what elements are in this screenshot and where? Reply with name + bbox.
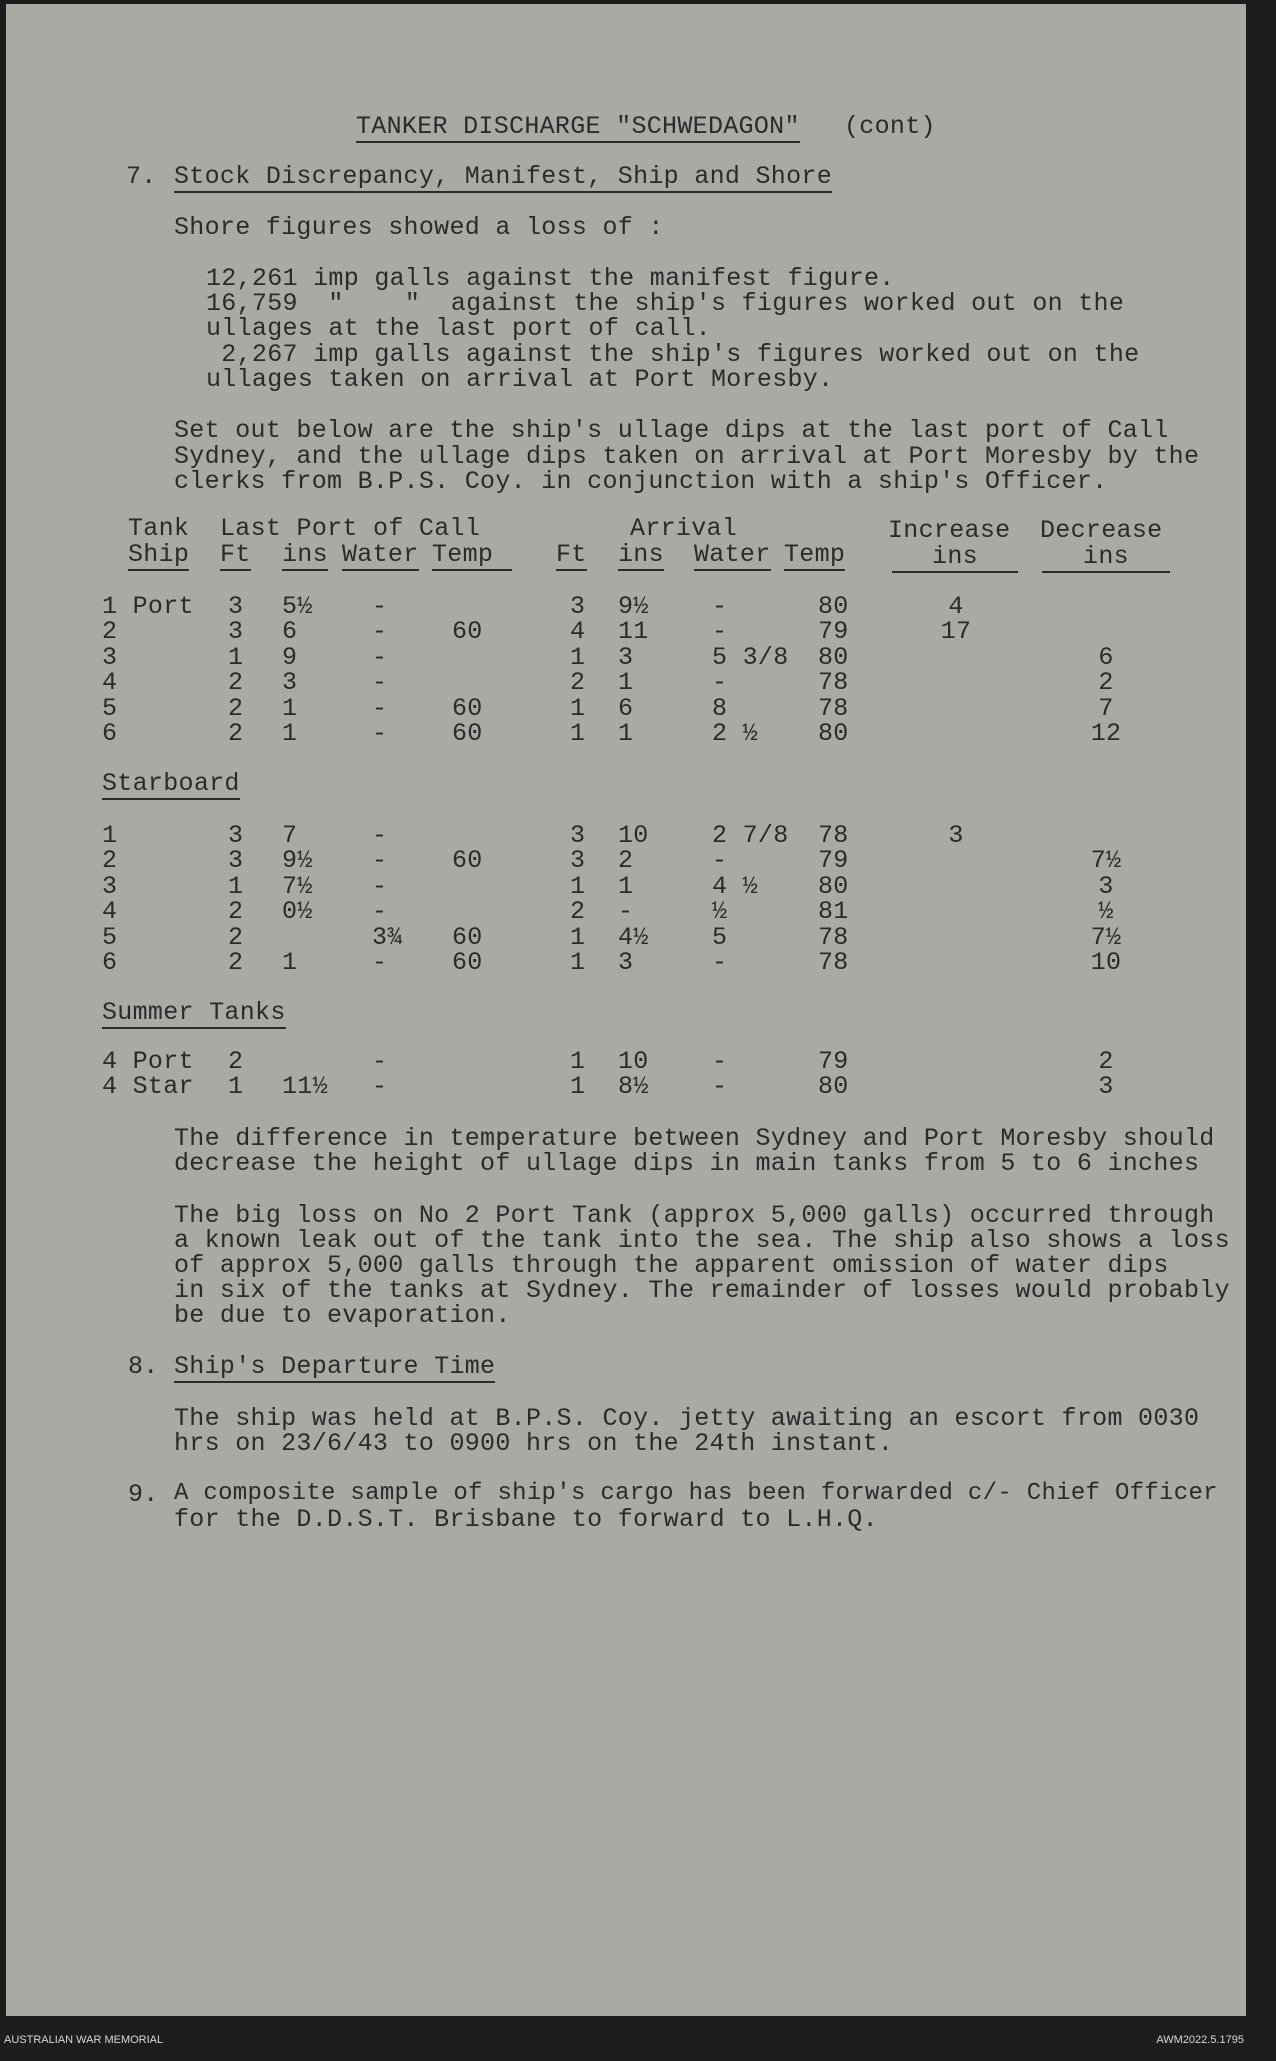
table-cell-ltemp: 60 [452,617,483,647]
table-cell-lwater: - [372,719,388,748]
table-cell-awater: 5 3/8 [712,642,789,672]
table-cell-inc: 4 [948,592,964,621]
table-cell-lwater: 3¾ [372,922,403,952]
table-cell-lins: 7 [282,821,298,850]
table-cell-lwater: - [372,1047,388,1076]
table-cell-ltemp: 60 [452,948,483,977]
table-cell-tank: 6 [102,948,118,977]
table-cell-lwater: - [372,668,388,698]
table-cell-dec: 7 [1098,693,1114,723]
table-cell-atemp: 80 [818,719,849,748]
footer-left: AUSTRALIAN WAR MEMORIAL [4,2034,164,2046]
table-cell-dec: 2 [1098,1047,1114,1076]
bigloss-line: be due to evaporation. [174,1301,511,1330]
section-9-number: 9. [128,1480,159,1509]
table-cell-ains: 3 [618,642,634,672]
table-cell-aft: 1 [570,922,586,952]
table-cell-atemp: 78 [818,922,849,952]
table-cell-aft: 1 [570,1047,586,1076]
table-cell-lft: 2 [228,1047,244,1076]
table-cell-dec: 3 [1098,1072,1114,1102]
table-cell-aft: 3 [570,592,586,621]
table-cell-ains: 6 [618,693,634,723]
table-cell-awater: - [712,617,728,647]
table-cell-ains: 9½ [618,592,649,621]
table-cell-atemp: 81 [818,897,849,927]
table-cell-tank: 2 [102,617,118,647]
table-cell-dec: 2 [1098,668,1114,698]
table-cell-atemp: 79 [818,846,849,876]
table-cell-lins: 9½ [282,846,313,876]
table-cell-tank: 3 [102,871,118,901]
table-cell-awater: - [712,1047,728,1076]
table-cell-awater: 8 [712,693,728,723]
table-cell-inc: 3 [948,821,964,850]
table-cell-lwater: - [372,642,388,672]
table-cell-ltemp: 60 [452,846,483,876]
table-cell-lft: 3 [228,592,244,621]
section-8-line: The ship was held at B.P.S. Coy. jetty awaiting an escort from 0030 [174,1404,1200,1433]
table-cell-lft: 2 [228,897,244,927]
table-cell-awater: - [712,592,728,621]
table-cell-lft: 2 [228,948,244,977]
table-cell-lft: 3 [228,846,244,876]
table-cell-dec: 7½ [1090,846,1122,876]
bigloss-line: of approx 5,000 galls through the apparent omission of water dips [174,1251,1169,1280]
table-cell-lins: 5½ [282,592,313,621]
table-cell-lft: 3 [228,617,244,647]
table-cell-aft: 3 [570,821,586,850]
table-cell-awater: - [712,948,728,977]
table-cell-dec: 12 [1090,719,1122,748]
table-cell-lwater: - [372,871,388,901]
table-cell-awater: 5 [712,922,728,952]
document-title: TANKER DISCHARGE "SCHWEDAGON" [356,112,800,141]
table-cell-aft: 1 [570,1072,586,1102]
header-increase: Increase [888,516,1011,545]
table-cell-lwater: - [372,1072,388,1102]
table-cell-dec: 3 [1098,871,1114,901]
bigloss-line: a known leak out of the tank into the sea. The ship also shows a loss [174,1226,1230,1255]
table-cell-lins: 7½ [282,871,313,901]
table-cell-lft: 3 [228,821,244,850]
summer-tanks-label: Summer Tanks [102,998,286,1027]
setout-line: Sydney, and the ullage dips taken on arrival at Port Moresby by the [174,442,1200,471]
table-cell-tank: 1 Port [102,592,194,621]
table-cell-awater: 4 ½ [712,871,758,901]
table-cell-tank: 5 [102,693,118,723]
table-cell-awater: ½ [712,897,728,927]
section-8-heading: Ship's Departure Time [174,1352,496,1381]
setout-line: Set out below are the ship's ullage dips at the last port of Call [174,416,1169,445]
table-cell-ains: - [618,897,634,927]
header-last-ft: Ft [220,540,251,569]
table-cell-awater: 2 7/8 [712,821,789,850]
table-cell-ains: 1 [618,668,634,698]
table-cell-tank: 3 [102,642,118,672]
table-cell-lwater: - [372,948,388,977]
header-arr-ft: Ft [556,540,587,569]
bigloss-line: The big loss on No 2 Port Tank (approx 5,000 galls) occurred through [174,1201,1215,1230]
header-last-ins: ins [282,540,328,569]
header-decrease-ins: ins [1042,544,1170,573]
table-cell-ltemp: 60 [452,693,483,723]
table-cell-tank: 4 [102,668,118,698]
table-cell-lwater: - [372,897,388,927]
header-ship: Ship [128,540,190,569]
table-cell-lft: 2 [228,922,244,952]
table-cell-ains: 4½ [618,922,649,952]
loss-line: 16,759 " " against the ship's figures worked out on the [206,289,1125,318]
bigloss-line: in six of the tanks at Sydney. The remainder of losses would probably [174,1276,1230,1305]
table-cell-atemp: 78 [818,693,849,723]
table-cell-lins: 1 [282,693,298,723]
header-increase-ins: ins [892,544,1018,573]
table-cell-lins: 9 [282,642,298,672]
document-page [6,4,1246,2016]
difference-line: decrease the height of ullage dips in main tanks from 5 to 6 inches [174,1149,1200,1178]
table-cell-lft: 1 [228,871,244,901]
table-cell-atemp: 78 [818,668,849,698]
table-cell-atemp: 80 [818,592,849,621]
section-7-heading: Stock Discrepancy, Manifest, Ship and Shore [174,162,833,191]
table-cell-tank: 4 Port [102,1047,194,1076]
table-cell-awater: - [712,846,728,876]
table-cell-inc: 17 [940,617,972,647]
table-cell-aft: 1 [570,719,586,748]
table-cell-aft: 2 [570,668,586,698]
table-cell-ltemp: 60 [452,719,483,748]
table-cell-aft: 1 [570,871,586,901]
table-cell-ains: 11 [618,617,649,647]
table-cell-ltemp: 60 [452,922,483,952]
table-cell-tank: 4 Star [102,1072,194,1102]
table-cell-dec: 6 [1098,642,1114,672]
table-cell-lins: 6 [282,617,298,647]
table-cell-aft: 2 [570,897,586,927]
table-cell-awater: 2 ½ [712,719,758,748]
table-cell-ains: 2 [618,846,634,876]
header-tank: Tank [128,514,190,543]
table-cell-ains: 10 [618,821,649,850]
table-cell-lft: 1 [228,642,244,672]
table-cell-lins: 1 [282,719,298,748]
table-cell-dec: 10 [1090,948,1122,977]
table-cell-ains: 3 [618,948,634,977]
section-8-number: 8. [128,1352,159,1381]
table-cell-atemp: 79 [818,617,849,647]
table-cell-atemp: 78 [818,821,849,850]
table-cell-aft: 4 [570,617,586,647]
table-cell-lwater: - [372,846,388,876]
table-cell-ains: 1 [618,719,634,748]
table-cell-lft: 2 [228,719,244,748]
table-cell-atemp: 80 [818,642,849,672]
table-cell-lft: 2 [228,693,244,723]
table-cell-ains: 1 [618,871,634,901]
loss-line: ullages at the last port of call. [206,314,711,343]
table-cell-atemp: 80 [818,1072,849,1102]
header-decrease: Decrease [1040,516,1163,545]
difference-line: The difference in temperature between Sydney and Port Moresby should [174,1124,1215,1153]
table-cell-tank: 5 [102,922,118,952]
table-cell-tank: 1 [102,821,118,850]
table-cell-aft: 1 [570,642,586,672]
setout-line: clerks from B.P.S. Coy. in conjunction with a ship's Officer. [174,467,1108,496]
header-arr-water: Water [694,540,771,569]
table-cell-lins: 11½ [282,1072,328,1102]
table-cell-lwater: - [372,617,388,647]
header-last-water: Water [342,540,419,569]
loss-line: ullages taken on arrival at Port Moresby. [206,365,834,394]
table-cell-aft: 1 [570,693,586,723]
table-cell-ains: 8½ [618,1072,649,1102]
table-cell-lft: 2 [228,668,244,698]
footer-right: AWM2022.5.1795 [1156,2034,1244,2046]
starboard-label: Starboard [102,769,240,798]
table-cell-awater: - [712,1072,728,1102]
header-arr-ins: ins [618,540,664,569]
header-arr-temp: Temp [784,540,846,569]
table-cell-lwater: - [372,592,388,621]
section-7-number: 7. [126,162,157,191]
section-7-intro: Shore figures showed a loss of : [174,213,664,242]
section-8-line: hrs on 23/6/43 to 0900 hrs on the 24th instant. [174,1429,894,1458]
loss-line: 2,267 imp galls against the ship's figures worked out on the [206,340,1140,369]
table-cell-awater: - [712,668,728,698]
table-cell-atemp: 80 [818,871,849,901]
table-cell-tank: 6 [102,719,118,748]
table-cell-tank: 2 [102,846,118,876]
title-continuation: (cont) [844,112,936,141]
table-cell-ains: 10 [618,1047,649,1076]
loss-line: 12,261 imp galls against the manifest figure. [206,264,895,293]
table-cell-lins: 3 [282,668,298,698]
header-last-port: Last Port of Call [220,514,481,543]
section-9-line: for the D.D.S.T. Brisbane to forward to L.H.Q. [174,1505,878,1534]
table-cell-aft: 1 [570,948,586,977]
table-cell-aft: 3 [570,846,586,876]
table-cell-dec: ½ [1098,897,1114,927]
table-cell-lins: 0½ [282,897,313,927]
table-cell-dec: 7½ [1090,922,1122,952]
table-cell-lins: 1 [282,948,298,977]
table-cell-tank: 4 [102,897,118,927]
section-9-line: A composite sample of ship's cargo has been forwarded c/- Chief Officer [174,1480,1218,1507]
header-arrival: Arrival [630,514,738,543]
header-last-temp: Temp [432,542,512,571]
table-cell-lwater: - [372,821,388,850]
table-cell-atemp: 78 [818,948,849,977]
table-cell-atemp: 79 [818,1047,849,1076]
table-cell-lft: 1 [228,1072,244,1102]
table-cell-lwater: - [372,693,388,723]
